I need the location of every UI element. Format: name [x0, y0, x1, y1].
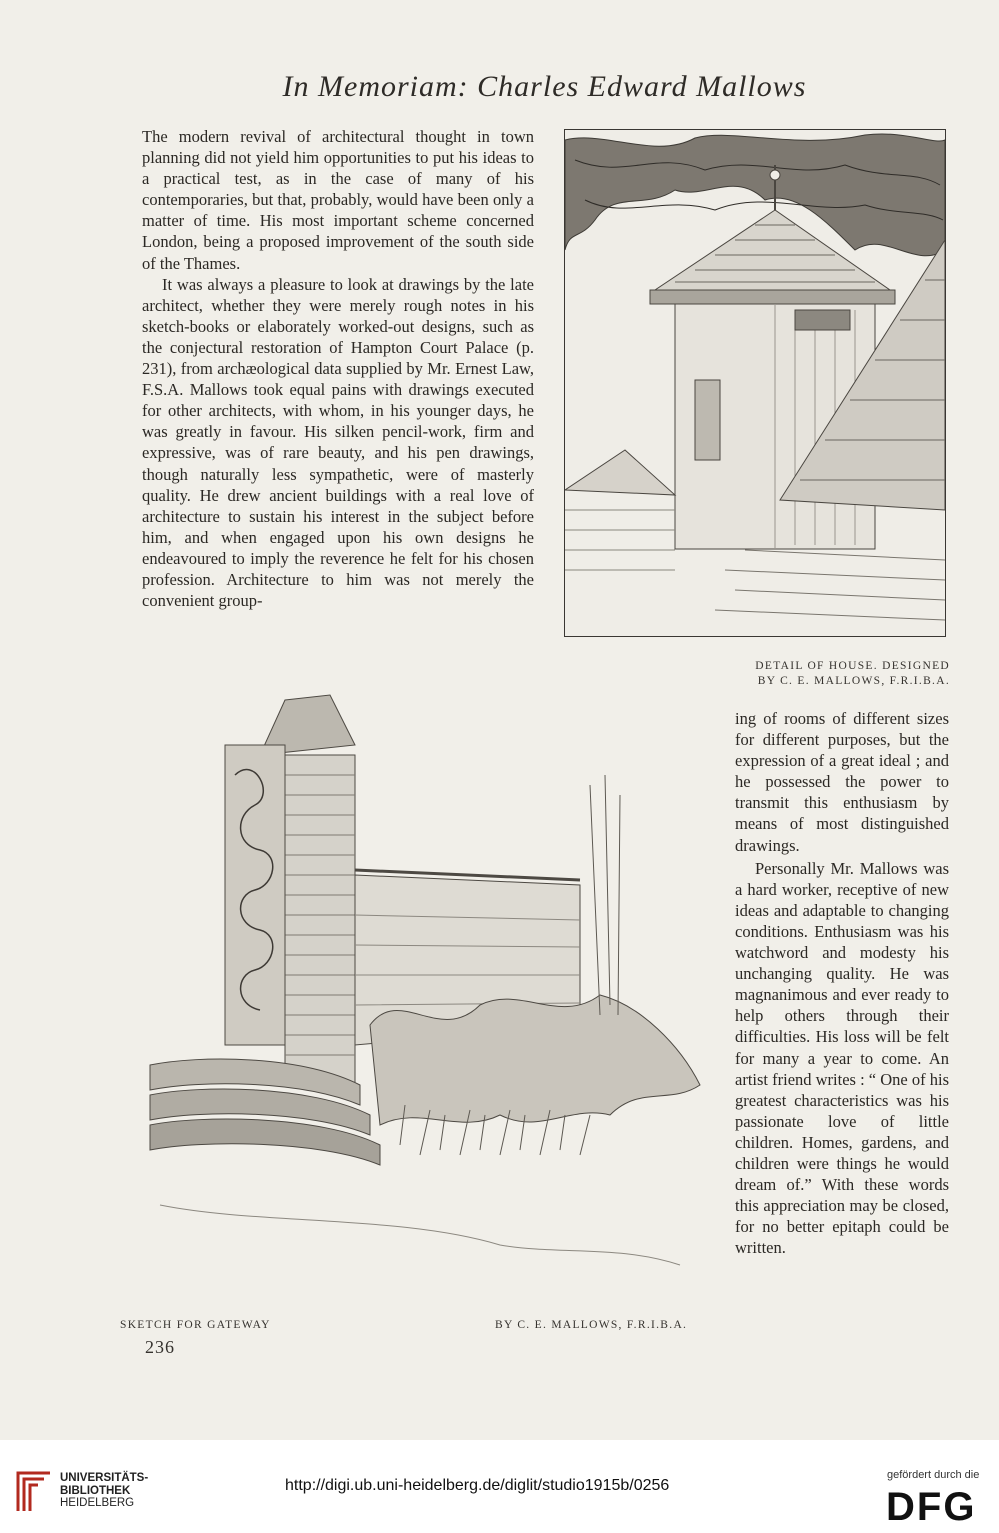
- caption-line: BY C. E. MALLOWS, F.R.I.B.A.: [757, 675, 950, 687]
- library-line: BIBLIOTHEK: [60, 1484, 131, 1497]
- paragraph: The modern revival of architectural thought in town planning did not yield him opportunities to put his ideas to a practical test, as in the case of many of his contemporaries, but that, probably, would have been only a matter of time. His most important scheme concerned London, being a proposed improvement of the south side of the Thames.: [142, 127, 534, 273]
- caption-line: DETAIL OF HOUSE. DESIGNED: [755, 660, 950, 672]
- running-title: In Memoriam: Charles Edward Mallows: [282, 70, 807, 103]
- paragraph: It was always a pleasure to look at drawings by the late architect, whether they were merely rough notes in his sketch-books or elaborately worked-out designs, such as the conjectural restoration of Hampton Court Palace (p. 231), from archæological data supplied by Mr. Ernest Law, F.S.A. Mallows took equal pains with drawings executed for other architects, with whom, in his younger days, he was greatly in favour. His silken pencil-work, firm and expressive, was of rare beauty, and his pen drawings, though naturally less sympathetic, were of masterly quality. He drew ancient buildings with a real love of architecture to sustain his interest in the subject before him, and when engaged upon his own designs he endeavoured to imply the reverence he felt for his chosen profession. Architecture to him was not merely the convenient group-: [142, 274, 534, 611]
- ground: [715, 550, 945, 620]
- foliage: [370, 995, 700, 1125]
- body-column-right: [735, 708, 949, 1258]
- ground: [160, 1205, 680, 1265]
- gateway-caption-title: SKETCH FOR GATEWAY: [120, 1319, 271, 1331]
- permalink[interactable]: http://digi.ub.uni-heidelberg.de/diglit/studio1915b/0256: [285, 1477, 670, 1494]
- cornice: [650, 290, 895, 304]
- funding-note: gefördert durch die: [887, 1469, 980, 1481]
- wall-lines: [565, 510, 675, 570]
- iron-gate: [225, 745, 285, 1045]
- house-illustration: [564, 129, 946, 637]
- small-roof: [565, 450, 675, 495]
- finial-ball: [770, 170, 780, 180]
- vent: [795, 310, 850, 330]
- paragraph: ing of rooms of different sizes for different purposes, but the expression of a great ideal ; and he possessed the power to transmit this enthusiasm by means of most distinguished drawings.: [735, 709, 949, 855]
- library-line: UNIVERSITÄTS-: [60, 1472, 149, 1484]
- body-column-left: [142, 126, 534, 611]
- house-drawing: [565, 130, 945, 636]
- house-caption: [700, 659, 950, 689]
- page-number: 236: [145, 1337, 175, 1357]
- tall-plant: [590, 775, 620, 1015]
- paragraph: Personally Mr. Mallows was a hard worker, receptive of new ideas and adaptable to changing conditions. Enthusiasm was his watchword and modesty his unchanging quality. He was magnanimous and ever ready to help others through their difficulties. His loss will be felt for many a year to come. An artist friend writes : “ One of his greatest characteristics was his passionate love of little children. Homes, gardens, and children were things he would dream of.” With these words this appreciation may be closed, for no better epitaph could be written.: [735, 858, 949, 1258]
- dfg-logo: DFG: [886, 1485, 977, 1529]
- gateway-illustration: [140, 685, 710, 1305]
- library-name: [60, 1472, 148, 1510]
- gateway-drawing: [140, 685, 710, 1305]
- window: [695, 380, 720, 460]
- library-line: HEIDELBERG: [60, 1497, 135, 1509]
- gateway-caption-credit: BY C. E. MALLOWS, F.R.I.B.A.: [495, 1319, 688, 1331]
- library-logo-icon: [10, 1469, 52, 1515]
